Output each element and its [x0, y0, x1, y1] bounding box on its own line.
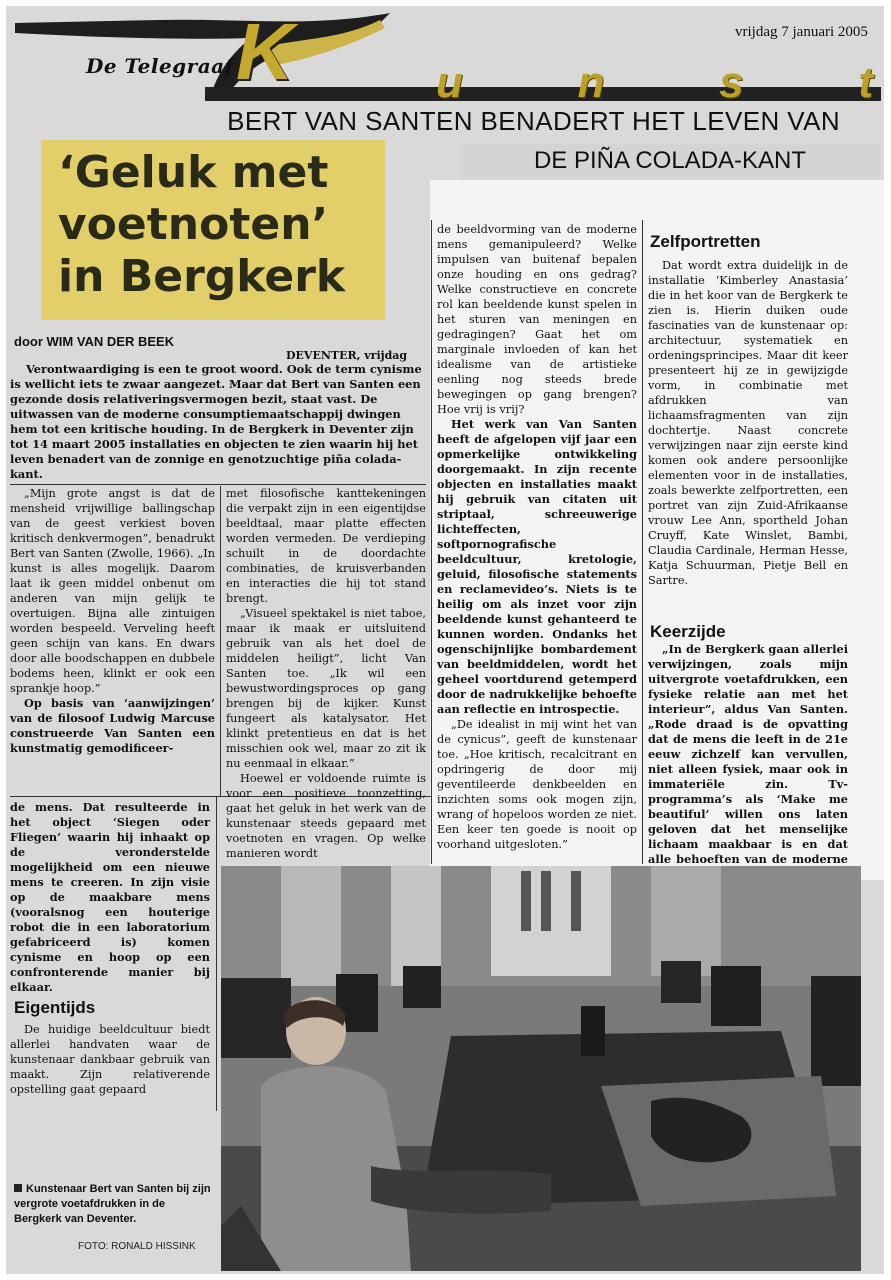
article-column-1 [10, 486, 215, 756]
photo-caption [14, 1182, 214, 1227]
photo-credit: FOTO: RONALD HISSINK [78, 1241, 196, 1252]
caption-square-icon [14, 1184, 22, 1192]
paragraph: Dat wordt extra duidelijk in de installatie ‘Kimberley Anastasia’ die in het koor van de Bergkerk te zien is. Hierin duiken oude fascinaties van de kunstenaar op: architectuur, systematiek en ordeningsprincipes. Maar dit keer presenteert hij ze in gewijzigde vorm, in combinatie met afdrukken van lichaamsfragmenten van zijn dochtertje. Naast concrete verwijzingen naar zijn eerste kind komen ook andere persoonlijke elementen voor in de installaties, zoals bewerkte zelfportretten, een portret van zijn Zuid-Afrikaanse vrouw Lee Ann, sportheld Johan Cruyff, Kate Winslet, Bambi, Claudia Cardinale, Herman Hesse, Katja Schuurman, Pietje Bell en Sartre. [648, 259, 848, 587]
paragraph: Het werk van Van Santen heeft de afgelopen vijf jaar een opmerkelijke ontwikkeling doorgemaakt. In zijn recente objecten en installaties maakt hij gebruik van citaten uit striptaal, schreeuwerige lichteffecten, softpornografische beeldcultuur, kretologie, geluid, filosofische statements en reclamevideo’s. Niets is te heilig om als inzet voor zijn beeldende kunst gehanteerd te kunnen worden. Ondanks het ogenschijnlijke bombardement van beeldmiddelen, wordt het geheel voortdurend getemperd door de nadrukkelijke behoefte aan reflectie en introspectie. [437, 417, 637, 716]
paragraph: met filosofische kanttekeningen die verpakt zijn in een eigentijdse beeldtaal, maar platte effecten worden vermeden. De verdieping schuilt in de doordachte combinaties, de kruisverbanden en interacties die hij tot stand brengt. [226, 487, 426, 605]
article-title [58, 147, 378, 303]
article-column-2 [226, 486, 426, 861]
article-column-4 [648, 258, 848, 588]
article-column-1-end [10, 1022, 210, 1097]
paragraph: „In de Bergkerk gaan allerlei verwijzingen, zoals mijn uitvergrote voetafdrukken, een fysieke relatie aan met het interieur”, aldus Van Santen. „Rode draad is de opvatting dat de mens die leeft in de 21e eeuw zichzelf kan vervullen, niet alleen fysiek, maar ook in immateriële zin. Tv-programma’s als ‘Make me beautiful’ willen ons laten geloven dat het menselijke lichaam maakbaar is en dat alle behoeften van de moderne [648, 642, 848, 866]
article-column-3 [437, 222, 637, 852]
column-rule [10, 484, 426, 485]
issue-date: vrijdag 7 januari 2005 [735, 24, 868, 40]
column-divider [216, 796, 217, 1111]
column-divider [642, 220, 643, 864]
church-interior-photo [221, 866, 861, 1271]
byline: door WIM VAN DER BEEK [14, 334, 175, 349]
paragraph: Hoewel er voldoende ruimte is voor een positieve toonzetting, gaat het geluk in het werk van de kunstenaar steeds gepaard met voetnoten en vragen. Op welke manieren wordt [226, 772, 426, 860]
section-title [436, 58, 876, 108]
article-photo [221, 866, 861, 1271]
subhead-eigentijds: Eigentijds [14, 998, 96, 1017]
section-letter: t [858, 58, 876, 107]
title-line: voetnoten’ [58, 199, 329, 250]
column-divider [431, 220, 432, 864]
paragraph: Op basis van ‘aanwijzingen’ van de filosoof Ludwig Marcuse construeerde Van Santen een kunstmatig gemodificeer- [10, 696, 215, 755]
paragraph: De huidige beeldcultuur biedt allerlei handvaten waar de kunstenaar dankbaar gebruik van maakt. Zijn relativerende opstelling gaat gepaard [10, 1023, 210, 1096]
column-divider [220, 486, 221, 796]
section-letter-initial: K [236, 7, 294, 96]
paragraph: „De idealist in mij wint het van de cynicus”, geeft de kunstenaar toe. „Hoe kritisch, recalcitrant en opdringerig de door mij geventileerde denkbeelden en inzichten soms ook mogen zijn, wrang of hopeloos worden ze niet. Een keer ten goede is nooit op voorhand uitgesloten.” [437, 718, 637, 851]
kicker-line-1: BERT VAN SANTEN BENADERT HET LEVEN VAN [227, 106, 840, 136]
title-line: in Bergkerk [58, 251, 346, 302]
section-letter: n [577, 58, 608, 107]
section-letter: u [436, 58, 466, 107]
dateline: DEVENTER, vrijdag [286, 349, 408, 362]
lead-paragraph: Verontwaardiging is een te groot woord. Ook de term cynisme is wellicht iets te zwaar aangezet. Maar dat Bert van Santen een gezonde dosis relativeringsvermogen bezit, staat vast. De uitwassen van de moderne consumptiemaatschappij dwingen hem tot een kritische houding. In de Bergkerk in Deventer zijn tot 14 maart 2005 installaties en objecten te zien waarin hij het leven benadert van de zonnige en genotzuchtige piña colada-kant. [10, 362, 422, 481]
article-column-1-lower [10, 800, 210, 995]
subhead-keerzijde: Keerzijde [650, 622, 726, 641]
kicker-line-2: DE PIÑA COLADA-KANT [460, 144, 880, 178]
section-letter: s [719, 58, 747, 107]
paragraph: „Mijn grote angst is dat de mensheid vrijwillige ballingschap van de geest verkiest boven kritisch denkvermogen”, benadrukt Bert van Santen (Zwolle, 1966). „In kunst is alles mogelijk. Daarom laat ik geen middel onbenut om anderen van mijn gelijk te overtuigen. Bijna alle zintuigen worden bespeeld. Verveling heeft geen schijn van kans. En dwars door alle boodschappen en dubbele bodems heen, klinkt er ook een sprankje hoop.” [10, 487, 215, 695]
newspaper-logo: De Telegraaf [86, 54, 234, 78]
caption-text: Kunstenaar Bert van Santen bij zijn vergrote voetafdrukken in de Bergkerk van Deventer. [14, 1183, 211, 1225]
paragraph: de beeldvorming van de moderne mens gemanipuleerd? Welke impulsen van buitenaf bepalen onze houding en ons gedrag? Welke constructieve en concrete rol kan beeldende kunst spelen in het sturen van meningen en gedragingen? Gaat het om marginale invloeden of kan het idealisme van de artistieke eenling nog steeds brede bewegingen op gang brengen? Hoe vrij is vrij? [437, 223, 637, 416]
paragraph: de mens. Dat resulteerde in het object ‘Siegen oder Fliegen’ waarin hij inhaakt op de veronderstelde mogelijkheid om een nieuwe mens te creeren. In zijn visie op de maakbare mens (vooralsnog een houterige robot die in een laboratorium gefabriceerd is) komen cynisme en hoop op een confronterende manier bij elkaar. [10, 800, 210, 994]
title-line: ‘Geluk met [58, 147, 329, 198]
subhead-zelfportretten: Zelfportretten [650, 232, 761, 251]
paragraph: „Visueel spektakel is niet taboe, maar ik maak er uitsluitend gebruik van als het doel de middelen heiligt”, licht Van Santen toe. „Ik wil een bewustwordingsproces op gang brengen bij de kijker. Kunst fungeert als katalysator. Het klinkt pretentieus en dat is het misschien ook wel, maar zo zit ik nu eenmaal in elkaar.” [226, 607, 426, 770]
